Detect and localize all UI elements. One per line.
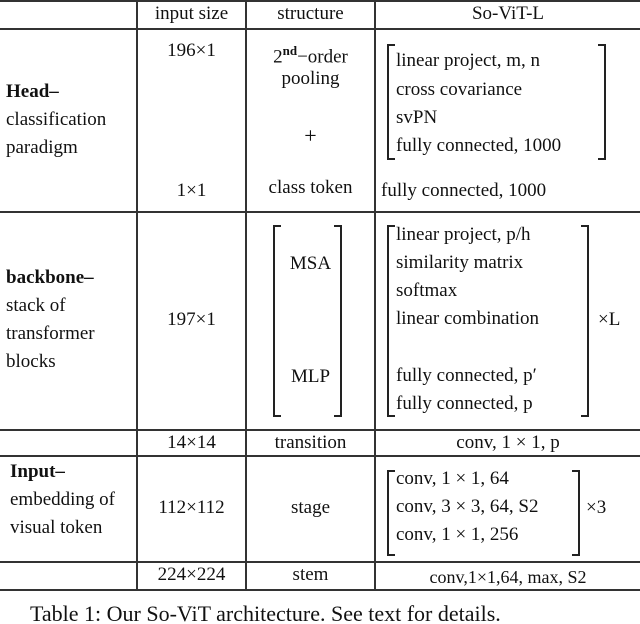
- head-block-line: cross covariance: [396, 79, 523, 100]
- header-structure: structure: [277, 3, 344, 24]
- head-struct-1: 2nd−order: [273, 43, 348, 68]
- transition-size: 14×14: [167, 432, 216, 453]
- rule: [0, 589, 640, 591]
- head-desc: classification: [6, 109, 107, 130]
- repeat-l: ×L: [598, 309, 621, 330]
- stage-block-line: conv, 1 × 1, 256: [396, 524, 519, 545]
- bracket-right: [598, 44, 606, 160]
- head-block-line: linear project, m, n: [396, 50, 541, 71]
- stem-size: 224×224: [157, 564, 226, 585]
- head-block-line: svPN: [396, 107, 438, 128]
- stage-size: 112×112: [158, 497, 225, 518]
- backbone-block-line: fully connected, p: [396, 393, 533, 414]
- msa-label: MSA: [289, 253, 332, 274]
- rule: [0, 0, 640, 2]
- input-title: Input–: [10, 461, 65, 482]
- transition-struct: transition: [274, 432, 347, 453]
- stem-detail: conv,1×1,64, max, S2: [429, 567, 587, 587]
- head-desc: paradigm: [6, 137, 78, 158]
- table-caption: Table 1: Our So-ViT architecture. See text for details.: [30, 601, 501, 624]
- head-size-1: 196×1: [167, 40, 216, 61]
- bracket-left: [387, 225, 395, 417]
- head-fc: fully connected, 1000: [381, 180, 547, 201]
- rule: [0, 455, 640, 457]
- header-input-size: input size: [154, 3, 229, 24]
- head-title: Head–: [6, 81, 59, 102]
- stem-struct: stem: [292, 564, 329, 585]
- backbone-block-line: linear project, p/h: [396, 224, 531, 245]
- rule: [0, 561, 640, 563]
- backbone-size: 197×1: [167, 309, 216, 330]
- stage-block-line: conv, 3 × 3, 64, S2: [396, 496, 539, 517]
- input-desc: visual token: [10, 517, 103, 538]
- backbone-desc: blocks: [6, 351, 56, 372]
- mlp-label: MLP: [290, 366, 331, 387]
- repeat-3: ×3: [586, 497, 607, 518]
- head-block-line: fully connected, 1000: [396, 135, 562, 156]
- rule: [0, 28, 640, 30]
- header-so-vit-l: So-ViT-L: [471, 3, 545, 24]
- column-rule: [374, 0, 376, 591]
- head-size-2: 1×1: [176, 180, 207, 201]
- transition-detail: conv, 1 × 1, p: [456, 432, 560, 453]
- head-struct-1b: pooling: [281, 68, 340, 89]
- rule: [0, 429, 640, 431]
- bracket-left: [387, 44, 395, 160]
- backbone-block-line: similarity matrix: [396, 252, 524, 273]
- backbone-block-line: fully connected, p′: [396, 365, 537, 386]
- head-struct-2: class token: [268, 177, 353, 198]
- bracket-right: [581, 225, 589, 417]
- stage-block-line: conv, 1 × 1, 64: [396, 468, 509, 489]
- plus-sign: +: [304, 123, 317, 148]
- backbone-title: backbone–: [6, 267, 94, 288]
- input-desc: embedding of: [10, 489, 116, 510]
- backbone-block-line: linear combination: [396, 308, 539, 329]
- stage-struct: stage: [290, 497, 331, 518]
- backbone-desc: stack of: [6, 295, 66, 316]
- backbone-desc: transformer: [6, 323, 95, 344]
- bracket-left: [387, 470, 395, 556]
- rule: [0, 211, 640, 213]
- bracket-right: [572, 470, 580, 556]
- backbone-block-line: softmax: [396, 280, 458, 301]
